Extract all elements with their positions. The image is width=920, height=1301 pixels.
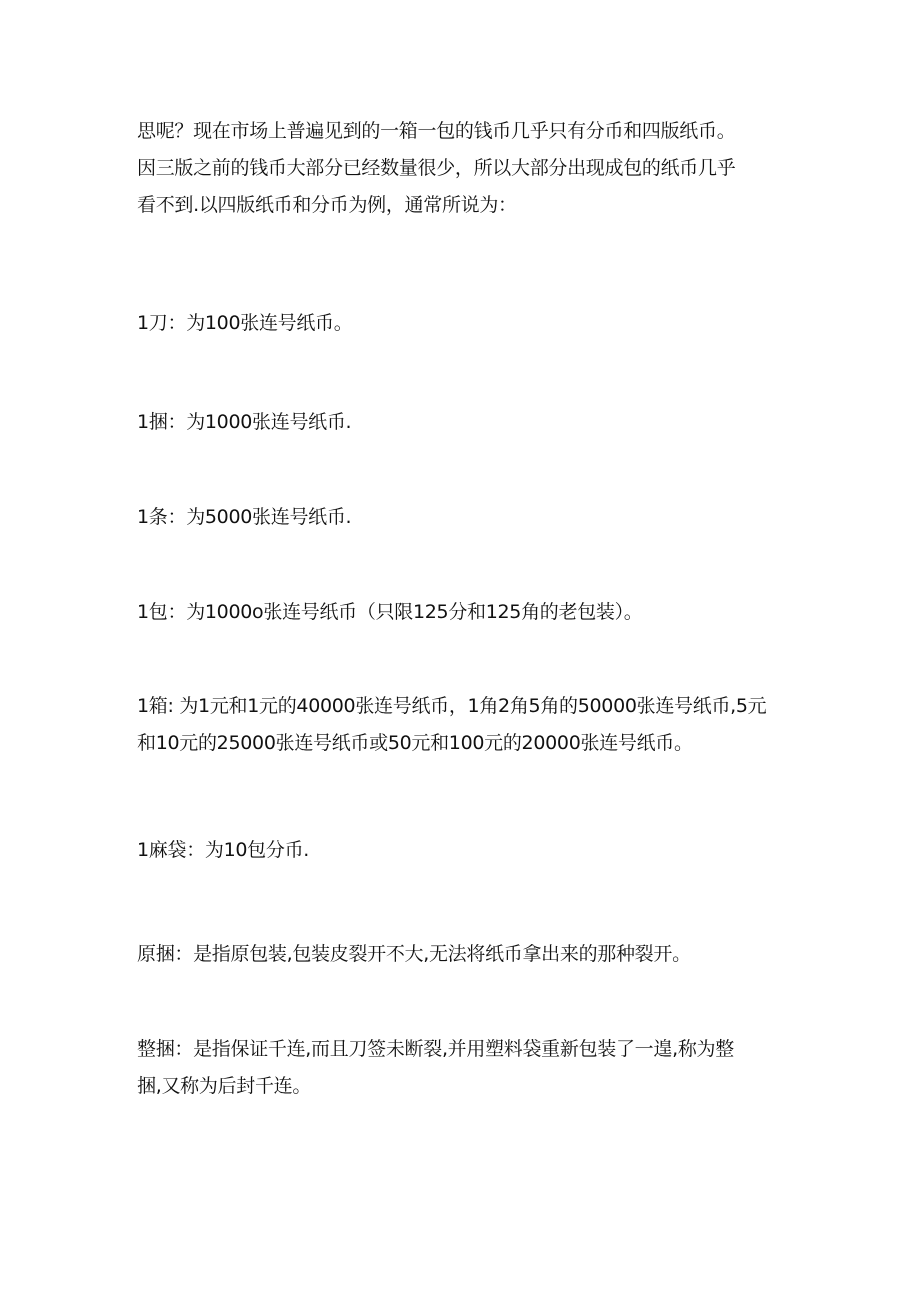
definition-madai — [137, 832, 797, 869]
definition-kun-text: 1捆：为1000张连号纸币. — [137, 411, 352, 433]
definition-kun — [137, 404, 797, 441]
definition-xiang-line-1: 1箱: 为1元和1元的40000张连号纸币，1角2角5角的50000张连号纸币,5元 — [137, 695, 767, 717]
definition-zhengkun-line-1: 整捆：是指保证千连,而且刀签未断裂,并用塑料袋重新包装了一遑,称为整 — [137, 1038, 734, 1060]
definition-xiang — [137, 688, 797, 762]
definition-zhengkun-line-2: 捆,又称为后封千连。 — [137, 1075, 312, 1097]
definition-zhengkun — [137, 1031, 797, 1105]
definition-tiao-text: 1条：为5000张连号纸币. — [137, 506, 352, 528]
definition-yuankun-text: 原捆：是指原包装,包装皮裂开不大,无法将纸币拿出来的那种裂开。 — [137, 943, 691, 965]
definition-dao — [137, 305, 797, 342]
definition-tiao — [137, 499, 797, 536]
definition-yuankun — [137, 936, 797, 973]
intro-line-1: 思呢？现在市场上普遍见到的一箱一包的钱币几乎只有分币和四版纸币。 — [137, 120, 736, 142]
definition-bao-text: 1包：为1000o张连号纸币（只限125分和125角的老包装）。 — [137, 601, 643, 623]
intro-line-3: 看不到.以四版纸币和分币为例，通常所说为： — [137, 194, 517, 216]
definition-xiang-line-2: 和10元的25000张连号纸币或50元和100元的20000张连号纸币。 — [137, 732, 693, 754]
intro-paragraph — [137, 113, 797, 224]
definition-bao — [137, 594, 797, 631]
definition-madai-text: 1麻袋：为10包分币. — [137, 839, 310, 861]
definition-dao-text: 1刀：为100张连号纸币。 — [137, 312, 353, 334]
intro-line-2: 因三版之前的钱币大部分已经数量很少，所以大部分出现成包的纸币几乎 — [137, 157, 736, 179]
